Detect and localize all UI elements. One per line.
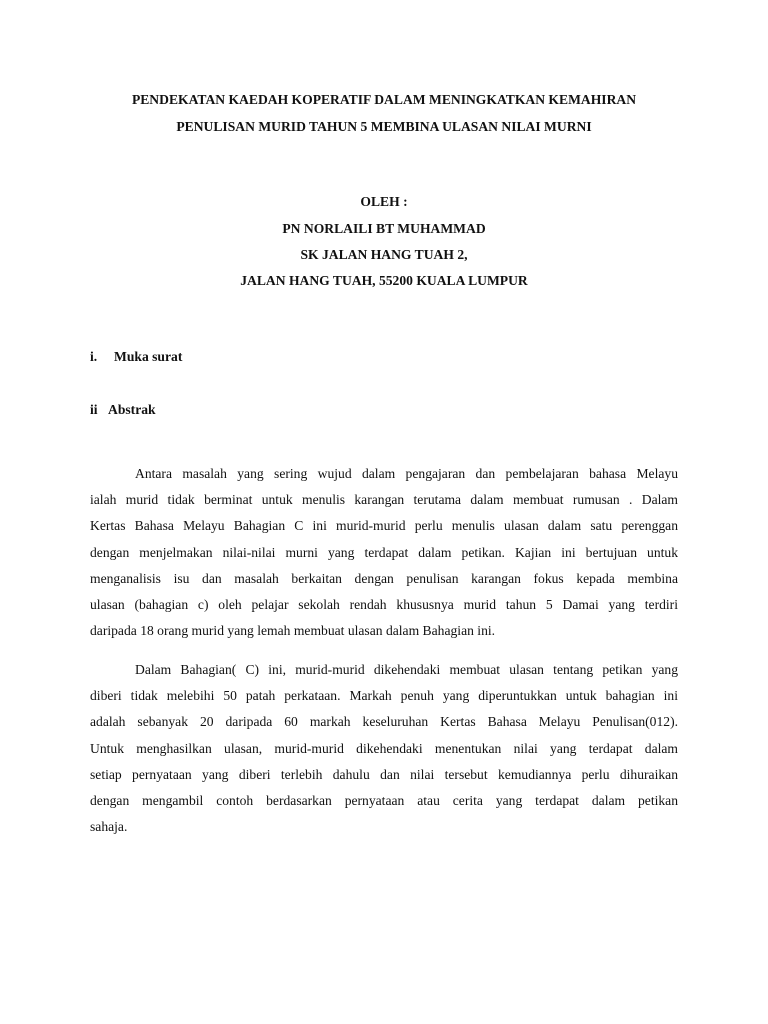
section-label: Abstrak <box>108 402 156 417</box>
paragraph-line: ialah murid tidak berminat untuk menulis karangan terutama dalam membuat rumusan . Dalam <box>90 492 678 508</box>
section-heading-abstrak <box>90 400 156 420</box>
section-number: i. <box>90 349 98 364</box>
author-name: PN NORLAILI BT MUHAMMAD <box>282 221 486 236</box>
paragraph-line: menganalisis isu dan masalah berkaitan dengan penulisan karangan fokus kepada membina <box>90 570 678 586</box>
paragraph-line: Untuk menghasilkan ulasan, murid-murid dikehendaki menentukan nilai yang terdapat dalam <box>90 740 678 756</box>
author-address: JALAN HANG TUAH, 55200 KUALA LUMPUR <box>240 273 528 288</box>
paragraph-line: Antara masalah yang sering wujud dalam pengajaran dan pembelajaran bahasa Melayu <box>135 466 678 481</box>
paragraph-line: daripada 18 orang murid yang lemah membuat ulasan dalam Bahagian ini. <box>90 623 496 639</box>
section-number: ii <box>90 402 98 417</box>
paragraph-line: Kertas Bahasa Melayu Bahagian C ini murid-murid perlu menulis ulasan dalam satu perenggan <box>90 518 678 534</box>
paragraph-line: Dalam Bahagian( C) ini, murid-murid dikehendaki membuat ulasan tentang petikan yang <box>135 662 678 677</box>
document-title-line-1: PENDEKATAN KAEDAH KOPERATIF DALAM MENINGKATKAN KEMAHIRAN <box>131 92 637 107</box>
paragraph-line: ulasan (bahagian c) oleh pelajar sekolah rendah khususnya murid tahun 5 Damai yang terdiri <box>90 597 678 613</box>
paragraph-line: dengan menjelmakan nilai-nilai murni yang terdapat dalam petikan. Kajian ini bertujuan untuk <box>90 544 678 560</box>
author-school: SK JALAN HANG TUAH 2, <box>300 247 468 262</box>
author-label: OLEH : <box>360 194 408 209</box>
abstract-paragraph-1 <box>90 461 678 644</box>
paragraph-line: setiap pernyataan yang diberi terlebih dahulu dan nilai tersebut kemudiannya perlu dihuraikan <box>90 766 678 782</box>
section-heading-muka-surat <box>90 347 182 367</box>
document-title-line-2: PENULISAN MURID TAHUN 5 MEMBINA ULASAN NILAI MURNI <box>176 119 592 134</box>
paragraph-line: diberi tidak melebihi 50 patah perkataan. Markah penuh yang diperuntukkan untuk bahagian ini <box>90 688 678 704</box>
abstract-paragraph-2 <box>90 657 678 840</box>
paragraph-line: adalah sebanyak 20 daripada 60 markah keseluruhan Kertas Bahasa Melayu Penulisan(012). <box>90 714 678 730</box>
paragraph-line: sahaja. <box>90 819 128 835</box>
paragraph-line: dengan mengambil contoh berdasarkan pernyataan atau cerita yang terdapat dalam petikan <box>90 793 678 809</box>
section-label: Muka surat <box>114 349 183 364</box>
